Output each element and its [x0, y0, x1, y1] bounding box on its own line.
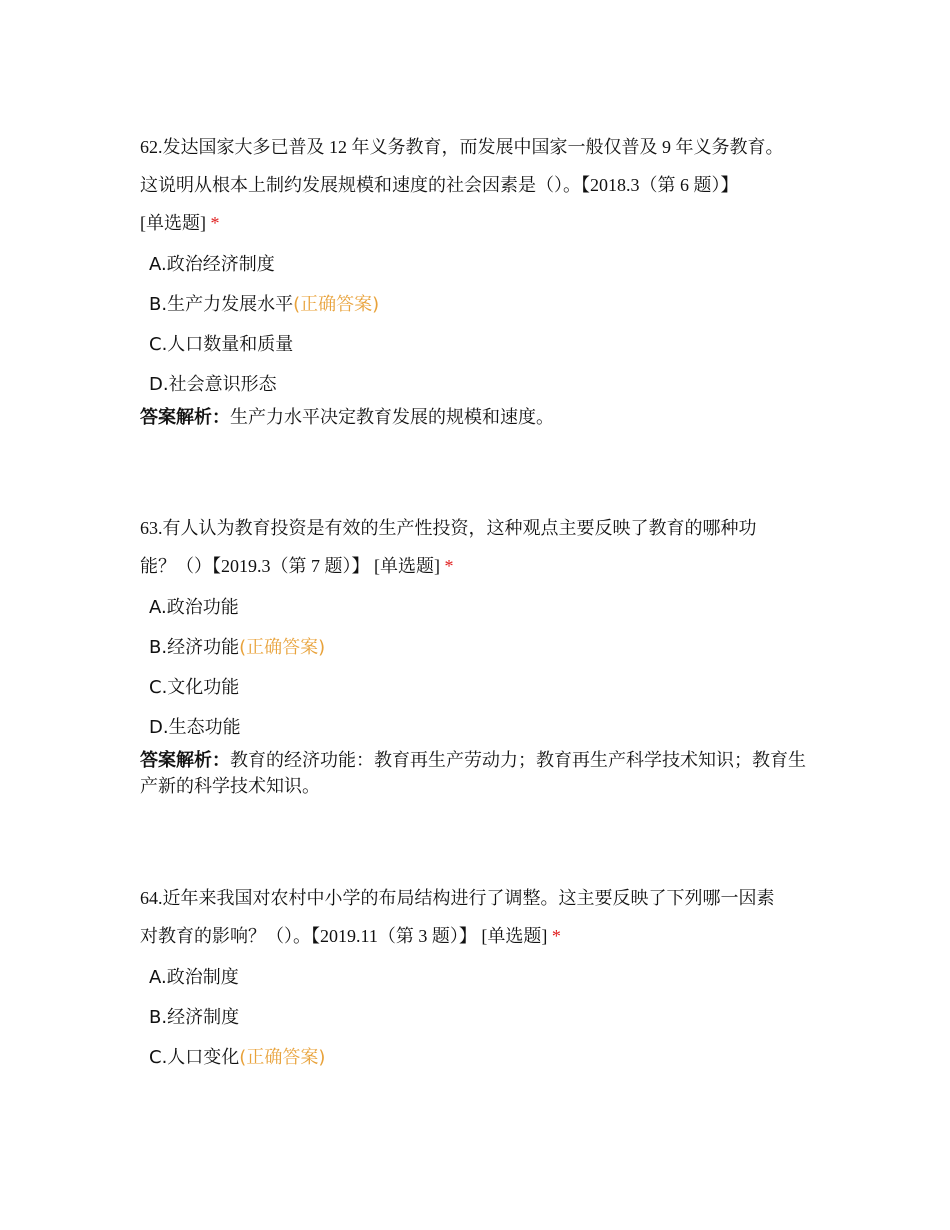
correct-answer-tag: (正确答案) [293, 294, 380, 315]
required-mark: * [551, 926, 561, 946]
option-label: A.政治制度 [149, 967, 239, 988]
question-line: 63.有人认为教育投资是有效的生产性投资，这种观点主要反映了教育的哪种功 [140, 518, 757, 538]
option-label: C.人口数量和质量 [149, 334, 294, 355]
option-label: C.人口变化 [149, 1047, 240, 1068]
question-stem [140, 879, 820, 955]
options-list [140, 588, 820, 748]
option-c[interactable] [140, 1038, 820, 1078]
question-line: 64.近年来我国对农村中小学的布局结构进行了调整。这主要反映了下列哪一因素 [140, 888, 775, 908]
answer-analysis [140, 748, 820, 800]
question-line [140, 917, 820, 955]
analysis-label: 答案解析： [140, 407, 230, 428]
question-line: 这说明从根本上制约发展规模和速度的社会因素是（）。【2018.3（第 6 题）】 [140, 175, 739, 195]
option-a[interactable] [140, 958, 820, 998]
option-d[interactable] [140, 365, 820, 405]
option-c[interactable] [140, 668, 820, 708]
question-64 [140, 879, 820, 1078]
option-label: B.经济功能 [149, 637, 240, 658]
option-b[interactable] [140, 628, 820, 668]
option-label: A.政治功能 [149, 597, 239, 618]
question-line: 62.发达国家大多已普及 12 年义务教育，而发展中国家一般仅普及 9 年义务教育。 [140, 137, 784, 157]
required-mark: * [444, 556, 454, 576]
option-label: B.经济制度 [149, 1007, 240, 1028]
correct-answer-tag: (正确答案) [239, 637, 326, 658]
question-type: [单选题] [140, 213, 206, 233]
option-label: C.文化功能 [149, 677, 240, 698]
option-b[interactable] [140, 285, 820, 325]
question-line-text: 能？（）【2019.3（第 7 题）】 [单选题] [140, 556, 440, 576]
option-a[interactable] [140, 245, 820, 285]
option-label: D.生态功能 [149, 717, 241, 738]
option-c[interactable] [140, 325, 820, 365]
option-d[interactable] [140, 708, 820, 748]
answer-analysis [140, 405, 820, 431]
option-label: B.生产力发展水平 [149, 294, 294, 315]
question-62 [140, 128, 820, 431]
option-b[interactable] [140, 998, 820, 1038]
correct-answer-tag: (正确答案) [239, 1047, 326, 1068]
question-line [140, 204, 820, 242]
question-stem [140, 509, 820, 585]
question-line [140, 547, 820, 585]
options-list [140, 958, 820, 1078]
analysis-text: 生产力水平决定教育发展的规模和速度。 [230, 407, 554, 428]
analysis-label: 答案解析： [140, 750, 230, 771]
question-63 [140, 509, 820, 800]
analysis-text: 教育的经济功能：教育再生产劳动力；教育再生产科学技术知识；教育生产新的科学技术知识。 [140, 750, 806, 797]
question-line-text: 对教育的影响？（）。【2019.11（第 3 题）】 [单选题] [140, 926, 548, 946]
required-mark: * [210, 213, 220, 233]
option-label: A.政治经济制度 [149, 254, 275, 275]
option-label: D.社会意识形态 [149, 374, 277, 395]
options-list [140, 245, 820, 405]
question-stem [140, 128, 820, 242]
option-a[interactable] [140, 588, 820, 628]
